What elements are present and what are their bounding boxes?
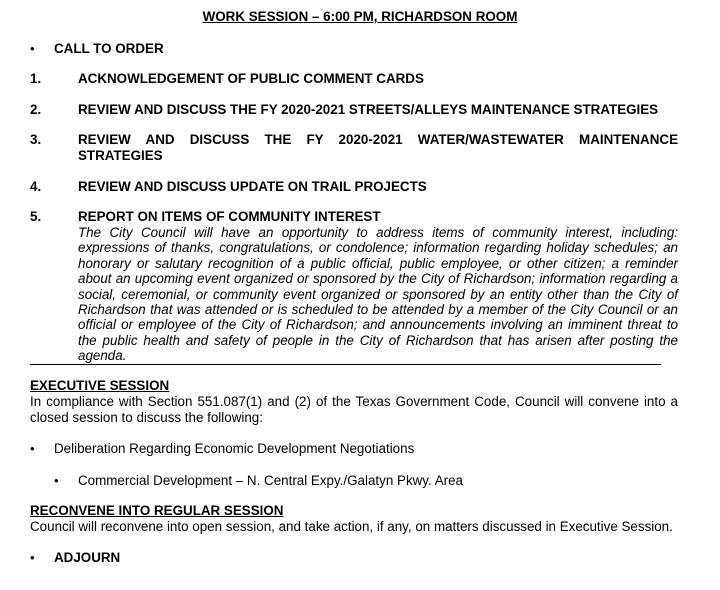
- community-interest-description: The City Council will have an opportunity to address items of community interest, including: expressions of thanks, congratulations, or condolence; information regarding holiday schedules; an honorary or salutary recognition of a public official, public employee, or other citizen; a reminder about an upcoming event organized or sponsored by the City of Richardson; information regarding a social, ceremonial, or community event organized or sponsored by an entity other than the City of Richardson that was attended or is scheduled to be attended by a member of the City Council or an official or employee of the City of Richardson; and announcements involving an imminent threat to the public health and safety of people in the City of Richardson that has arisen after posting the agenda.: [78, 225, 678, 364]
- reconvene-heading: RECONVENE INTO REGULAR SESSION: [30, 503, 284, 518]
- item-number: 1.: [30, 71, 42, 86]
- agenda-item-3-line2: STRATEGIES: [78, 148, 163, 163]
- call-to-order: CALL TO ORDER: [54, 41, 164, 56]
- agenda-item-5: REPORT ON ITEMS OF COMMUNITY INTEREST: [78, 209, 381, 224]
- agenda-item-2: REVIEW AND DISCUSS THE FY 2020-2021 STREETS/ALLEYS MAINTENANCE STRATEGIES: [78, 102, 659, 117]
- item-number: 5.: [30, 209, 42, 224]
- reconvene-text: Council will reconvene into open session, and take action, if any, on matters discussed in Executive Session.: [30, 519, 673, 534]
- adjourn: ADJOURN: [54, 550, 121, 565]
- bullet-icon: •: [30, 441, 35, 456]
- executive-session-heading: EXECUTIVE SESSION: [30, 378, 170, 393]
- page-title: WORK SESSION – 6:00 PM, RICHARDSON ROOM: [202, 9, 518, 24]
- agenda-item-4: REVIEW AND DISCUSS UPDATE ON TRAIL PROJECTS: [78, 179, 427, 194]
- bullet-icon: •: [30, 550, 35, 565]
- agenda-item-1: ACKNOWLEDGEMENT OF PUBLIC COMMENT CARDS: [78, 71, 424, 86]
- bullet-icon: •: [30, 41, 35, 56]
- executive-session-topic: Deliberation Regarding Economic Development Negotiations: [54, 441, 415, 456]
- executive-session-subtopic: Commercial Development – N. Central Expy./Galatyn Pkwy. Area: [78, 473, 463, 488]
- item-number: 2.: [30, 102, 42, 117]
- bullet-icon: •: [54, 473, 59, 488]
- item-number: 4.: [30, 179, 42, 194]
- executive-session-text: In compliance with Section 551.087(1) and (2) of the Texas Government Code, Council will convene into a closed session to discuss the following:: [30, 394, 678, 425]
- agenda-item-3-line1: REVIEW AND DISCUSS THE FY 2020-2021 WATER/WASTEWATER MAINTENANCE: [78, 132, 678, 147]
- item-number: 3.: [30, 132, 42, 147]
- section-divider: [30, 364, 661, 365]
